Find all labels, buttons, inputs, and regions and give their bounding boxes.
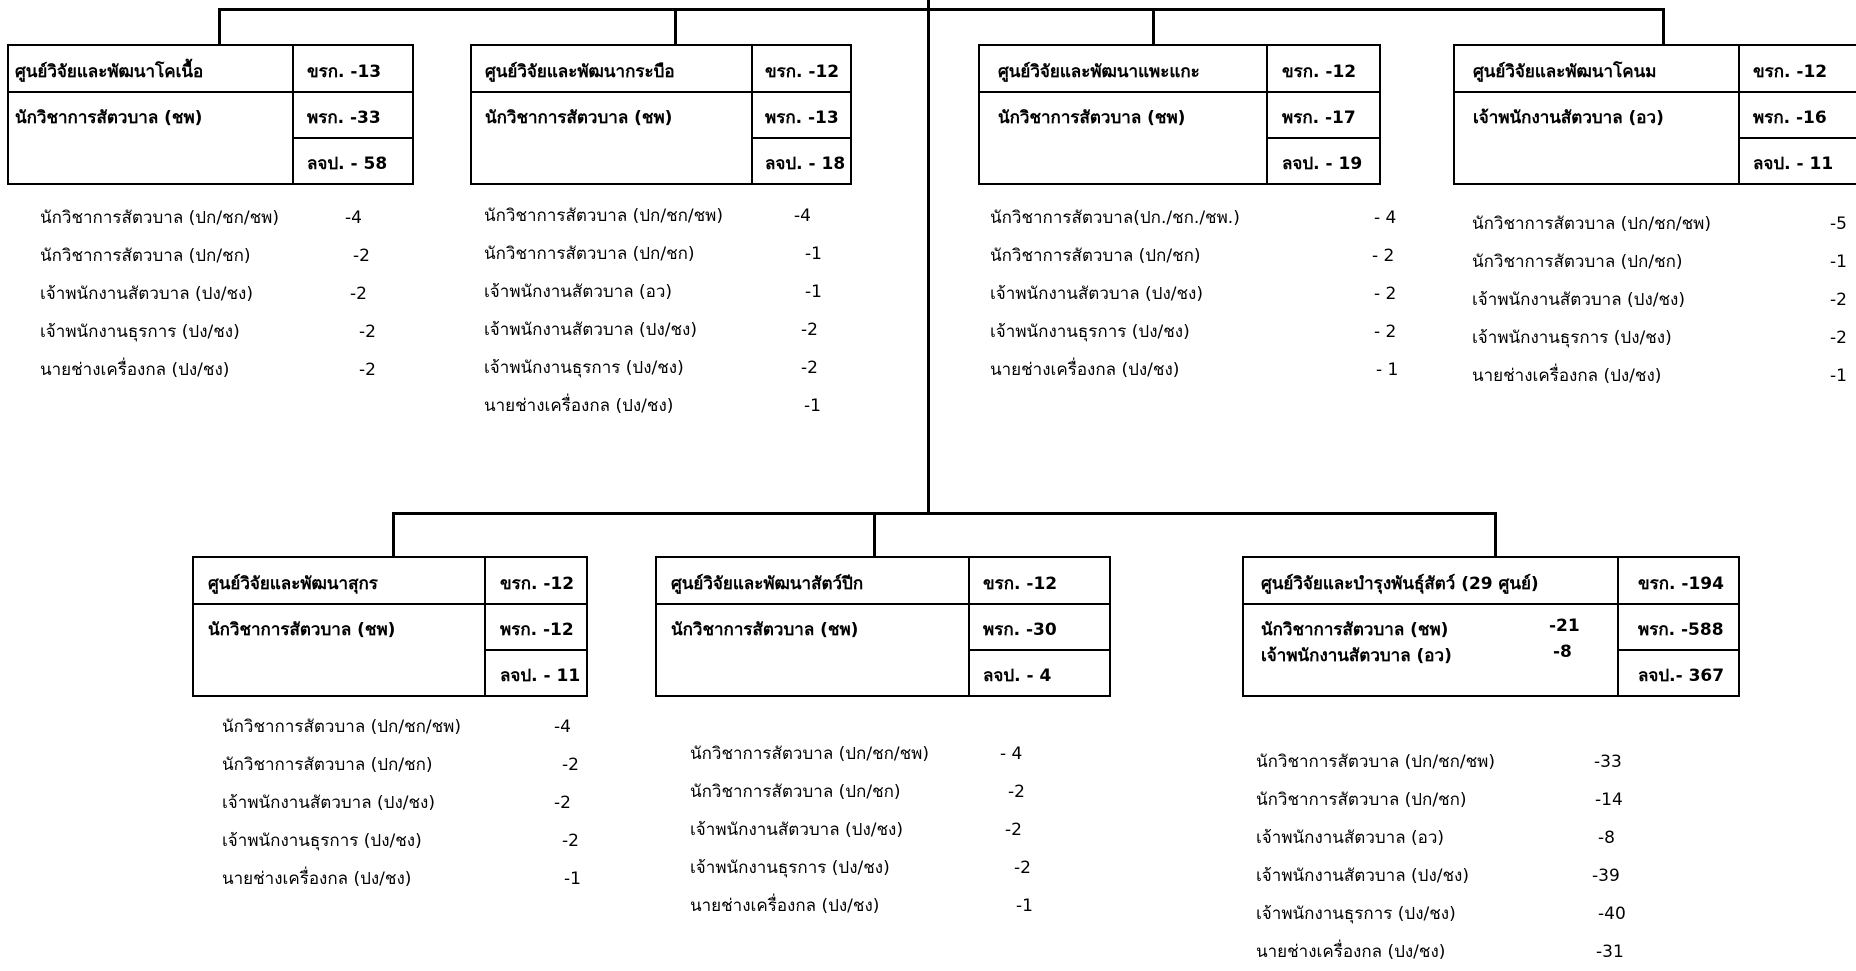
staff-row xyxy=(40,351,380,389)
staff-count: -1 xyxy=(805,244,822,264)
staff-count: -4 xyxy=(554,717,571,737)
count-government-employee: พรก. -30 xyxy=(983,620,1057,640)
staff-count: -2 xyxy=(359,322,376,342)
staff-count: -2 xyxy=(353,246,370,266)
staff-label: เจ้าพนักงานสัตวบาล (ปง/ชง) xyxy=(222,793,435,813)
staff-row xyxy=(484,349,824,387)
count-permanent-worker: ลจป. - 11 xyxy=(1753,154,1834,174)
staff-label: นักวิชาการสัตวบาล (ปก/ชก/ชพ) xyxy=(1472,214,1712,234)
staff-label: เจ้าพนักงานธุรการ (ปง/ชง) xyxy=(690,858,890,878)
top-drop-sheepgoat xyxy=(1152,8,1155,46)
staff-count: -4 xyxy=(794,206,811,226)
staff-count: - 4 xyxy=(1000,744,1023,764)
staff-label: นักวิชาการสัตวบาล (ปก/ชก/ชพ) xyxy=(1256,752,1496,772)
staff-label: นักวิชาการสัตวบาล(ปก./ชก./ชพ.) xyxy=(990,208,1240,228)
staff-list xyxy=(222,708,602,898)
unit-box xyxy=(7,44,414,185)
staff-row xyxy=(484,273,824,311)
unit-name: ศูนย์วิจัยและพัฒนาสัตว์ปีก xyxy=(671,574,864,594)
staff-label: นักวิชาการสัตวบาล (ปก/ชก) xyxy=(1472,252,1683,272)
staff-count: -2 xyxy=(801,358,818,378)
unit-name: ศูนย์วิจัยและพัฒนาแพะแกะ xyxy=(998,62,1200,82)
staff-label: เจ้าพนักงานธุรการ (ปง/ชง) xyxy=(222,831,422,851)
count-civil-servant: ขรก. -194 xyxy=(1638,574,1724,594)
staff-row xyxy=(990,351,1410,389)
staff-label: นายช่างเครื่องกล (ปง/ชง) xyxy=(222,869,412,889)
staff-row xyxy=(40,237,380,275)
unit-name: ศูนย์วิจัยและพัฒนาโคนม xyxy=(1473,62,1657,82)
count-civil-servant: ขรก. -12 xyxy=(1753,62,1828,82)
bottom-branch-line xyxy=(392,512,1496,515)
staff-row xyxy=(1256,857,1676,895)
staff-list xyxy=(690,735,1080,925)
head-position: นักวิชาการสัตวบาล (ชพ) xyxy=(15,108,203,128)
staff-count: -2 xyxy=(801,320,818,340)
staff-row xyxy=(222,822,602,860)
unit-name: ศูนย์วิจัยและบำรุงพันธุ์สัตว์ (29 ศูนย์) xyxy=(1261,574,1539,594)
staff-label: นายช่างเครื่องกล (ปง/ชง) xyxy=(484,396,674,416)
staff-row xyxy=(40,275,380,313)
staff-count: - 2 xyxy=(1374,322,1397,342)
staff-label: เจ้าพนักงานสัตวบาล (ปง/ชง) xyxy=(484,320,697,340)
staff-row xyxy=(990,237,1410,275)
count-permanent-worker: ลจป.- 367 xyxy=(1638,666,1725,686)
staff-list xyxy=(484,197,824,425)
staff-list xyxy=(1472,205,1856,395)
staff-label: นายช่างเครื่องกล (ปง/ชง) xyxy=(1472,366,1662,386)
staff-label: นายช่างเครื่องกล (ปง/ชง) xyxy=(40,360,230,380)
staff-row xyxy=(222,708,602,746)
staff-row xyxy=(690,773,1080,811)
staff-label: นักวิชาการสัตวบาล (ปก/ชก/ชพ) xyxy=(40,208,280,228)
staff-row xyxy=(1472,243,1856,281)
bottom-drop-swine xyxy=(392,512,395,558)
staff-count: -33 xyxy=(1594,752,1622,772)
count-civil-servant: ขรก. -12 xyxy=(1282,62,1357,82)
staff-count: -2 xyxy=(554,793,571,813)
top-drop-beef xyxy=(218,8,221,46)
unit-name: ศูนย์วิจัยและพัฒนาโคเนื้อ xyxy=(15,62,204,82)
staff-row xyxy=(1472,319,1856,357)
staff-row xyxy=(484,387,824,425)
staff-label: นักวิชาการสัตวบาล (ปก/ชก/ชพ) xyxy=(690,744,930,764)
staff-count: -8 xyxy=(1598,828,1615,848)
staff-row xyxy=(40,199,380,237)
staff-count: - 1 xyxy=(1376,360,1399,380)
staff-label: นักวิชาการสัตวบาล (ปก/ชก/ชพ) xyxy=(222,717,462,737)
staff-row xyxy=(1472,205,1856,243)
staff-count: -1 xyxy=(1830,366,1847,386)
staff-row xyxy=(690,811,1080,849)
staff-label: นักวิชาการสัตวบาล (ปก/ชก) xyxy=(484,244,695,264)
staff-count: -31 xyxy=(1596,942,1624,962)
staff-row xyxy=(990,275,1410,313)
count-civil-servant: ขรก. -12 xyxy=(500,574,575,594)
count-permanent-worker: ลจป. - 18 xyxy=(765,154,846,174)
staff-count: -2 xyxy=(1005,820,1022,840)
head-position: นักวิชาการสัตวบาล (ชพ) xyxy=(485,108,673,128)
staff-label: เจ้าพนักงานธุรการ (ปง/ชง) xyxy=(1472,328,1672,348)
top-drop-dairy xyxy=(1662,8,1665,46)
staff-count: -40 xyxy=(1598,904,1626,924)
staff-count: - 2 xyxy=(1374,284,1397,304)
count-permanent-worker: ลจป. - 19 xyxy=(1282,154,1363,174)
count-government-employee: พรก. -12 xyxy=(500,620,574,640)
count-civil-servant: ขรก. -12 xyxy=(983,574,1058,594)
head-position: นักวิชาการสัตวบาล (ชพ) xyxy=(1261,620,1449,640)
bottom-drop-poultry xyxy=(873,512,876,558)
staff-count: -2 xyxy=(1830,328,1847,348)
staff-row xyxy=(690,849,1080,887)
staff-count: -2 xyxy=(1008,782,1025,802)
staff-row xyxy=(1472,281,1856,319)
staff-row xyxy=(690,887,1080,925)
staff-label: นักวิชาการสัตวบาล (ปก/ชก/ชพ) xyxy=(484,206,724,226)
staff-label: นักวิชาการสัตวบาล (ปก/ชก) xyxy=(1256,790,1467,810)
staff-count: -1 xyxy=(1830,252,1847,272)
staff-row xyxy=(40,313,380,351)
staff-list xyxy=(1256,743,1676,971)
staff-label: นายช่างเครื่องกล (ปง/ชง) xyxy=(1256,942,1446,962)
count-permanent-worker: ลจป. - 4 xyxy=(983,666,1052,686)
staff-count: -5 xyxy=(1830,214,1847,234)
staff-row xyxy=(1256,895,1676,933)
staff-count: -2 xyxy=(562,755,579,775)
unit-box xyxy=(978,44,1381,185)
staff-row xyxy=(484,235,824,273)
top-drop-buffalo xyxy=(674,8,677,46)
count-government-employee: พรก. -33 xyxy=(307,108,381,128)
staff-row xyxy=(222,784,602,822)
staff-count: -4 xyxy=(345,208,362,228)
staff-count: -1 xyxy=(1016,896,1033,916)
staff-count: -14 xyxy=(1595,790,1623,810)
staff-label: เจ้าพนักงานสัตวบาล (ปง/ชง) xyxy=(40,284,253,304)
staff-row xyxy=(1256,781,1676,819)
staff-label: เจ้าพนักงานสัตวบาล (อว) xyxy=(484,282,673,302)
staff-count: -2 xyxy=(1830,290,1847,310)
staff-label: เจ้าพนักงานธุรการ (ปง/ชง) xyxy=(40,322,240,342)
head-position-count: -21 xyxy=(1549,616,1580,636)
staff-label: นักวิชาการสัตวบาล (ปก/ชก) xyxy=(222,755,433,775)
staff-count: -1 xyxy=(805,282,822,302)
unit-name: ศูนย์วิจัยและพัฒนาสุกร xyxy=(208,574,378,594)
staff-row xyxy=(484,311,824,349)
bottom-drop-breeding xyxy=(1494,512,1497,558)
unit-box xyxy=(655,556,1111,697)
staff-list xyxy=(40,199,380,389)
staff-row xyxy=(222,746,602,784)
head-position: นักวิชาการสัตวบาล (ชพ) xyxy=(998,108,1186,128)
staff-label: เจ้าพนักงานธุรการ (ปง/ชง) xyxy=(1256,904,1456,924)
count-civil-servant: ขรก. -12 xyxy=(765,62,840,82)
staff-row xyxy=(1256,743,1676,781)
staff-label: นายช่างเครื่องกล (ปง/ชง) xyxy=(990,360,1180,380)
staff-label: นักวิชาการสัตวบาล (ปก/ชก) xyxy=(40,246,251,266)
staff-label: นักวิชาการสัตวบาล (ปก/ชก) xyxy=(690,782,901,802)
staff-count: -1 xyxy=(564,869,581,889)
count-permanent-worker: ลจป. - 11 xyxy=(500,666,581,686)
staff-label: เจ้าพนักงานธุรการ (ปง/ชง) xyxy=(484,358,684,378)
staff-count: - 4 xyxy=(1374,208,1397,228)
staff-row xyxy=(690,735,1080,773)
staff-count: -2 xyxy=(359,360,376,380)
staff-row xyxy=(990,313,1410,351)
count-government-employee: พรก. -588 xyxy=(1638,620,1724,640)
head-position: นักวิชาการสัตวบาล (ชพ) xyxy=(208,620,396,640)
staff-count: -2 xyxy=(562,831,579,851)
count-government-employee: พรก. -17 xyxy=(1282,108,1356,128)
staff-row xyxy=(484,197,824,235)
count-government-employee: พรก. -16 xyxy=(1753,108,1827,128)
head-position: เจ้าพนักงานสัตวบาล (อว) xyxy=(1261,646,1452,666)
count-civil-servant: ขรก. -13 xyxy=(307,62,382,82)
staff-count: -39 xyxy=(1592,866,1620,886)
staff-label: เจ้าพนักงานสัตวบาล (ปง/ชง) xyxy=(690,820,903,840)
staff-label: นายช่างเครื่องกล (ปง/ชง) xyxy=(690,896,880,916)
count-permanent-worker: ลจป. - 58 xyxy=(307,154,388,174)
staff-count: - 2 xyxy=(1372,246,1395,266)
staff-row xyxy=(222,860,602,898)
count-government-employee: พรก. -13 xyxy=(765,108,839,128)
head-position-count: -8 xyxy=(1553,642,1572,662)
staff-label: เจ้าพนักงานสัตวบาล (ปง/ชง) xyxy=(1472,290,1685,310)
unit-box xyxy=(1453,44,1856,185)
head-position: นักวิชาการสัตวบาล (ชพ) xyxy=(671,620,859,640)
staff-row xyxy=(1256,933,1676,971)
staff-label: เจ้าพนักงานธุรการ (ปง/ชง) xyxy=(990,322,1190,342)
trunk-line xyxy=(927,0,930,515)
staff-row xyxy=(1472,357,1856,395)
head-position: เจ้าพนักงานสัตวบาล (อว) xyxy=(1473,108,1664,128)
staff-list xyxy=(990,199,1410,389)
unit-name: ศูนย์วิจัยและพัฒนากระบือ xyxy=(485,62,675,82)
staff-label: เจ้าพนักงานสัตวบาล (ปง/ชง) xyxy=(990,284,1203,304)
staff-count: -2 xyxy=(1014,858,1031,878)
unit-box xyxy=(470,44,852,185)
staff-count: -2 xyxy=(350,284,367,304)
top-branch-line xyxy=(218,8,1664,11)
staff-label: เจ้าพนักงานสัตวบาล (อว) xyxy=(1256,828,1445,848)
staff-count: -1 xyxy=(804,396,821,416)
staff-label: เจ้าพนักงานสัตวบาล (ปง/ชง) xyxy=(1256,866,1469,886)
unit-box xyxy=(192,556,588,697)
staff-row xyxy=(990,199,1410,237)
staff-row xyxy=(1256,819,1676,857)
staff-label: นักวิชาการสัตวบาล (ปก/ชก) xyxy=(990,246,1201,266)
unit-box xyxy=(1242,556,1740,697)
